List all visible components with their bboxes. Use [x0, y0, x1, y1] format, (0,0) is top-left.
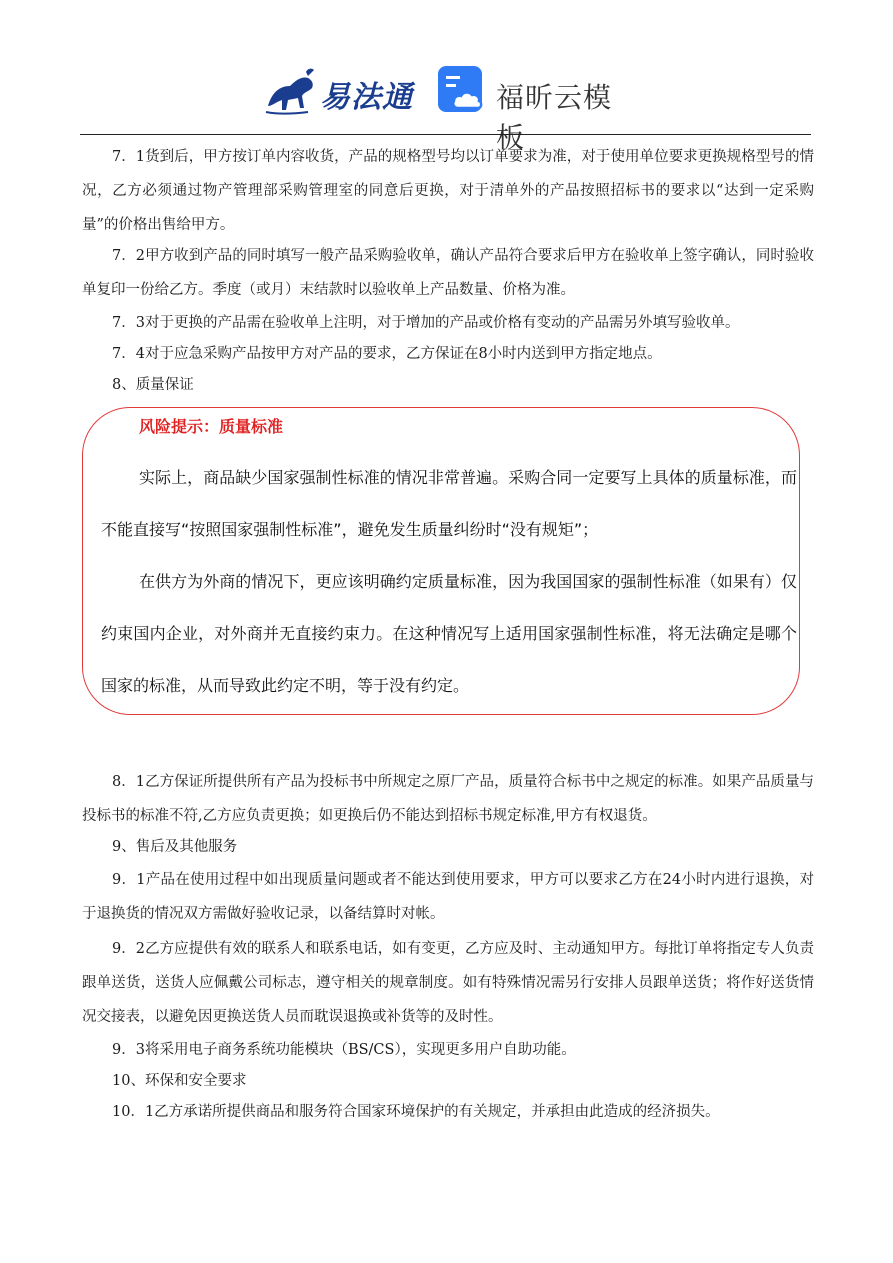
clause-8-1: 8．1乙方保证所提供所有产品为投标书中所规定之原厂产品，质量符合标书中之规定的标准。如果产品质量与投标书的标准不符,乙方应负责更换；如更换后仍不能达到招标书规定标准,甲方有权退货。 [82, 774, 814, 824]
section-10-heading: 10、环保和安全要求 [112, 1073, 247, 1089]
clause-10-1: 10．1乙方承诺所提供商品和服务符合国家环境保护的有关规定，并承担由此造成的经济损失。 [112, 1104, 720, 1120]
yifatong-logo [262, 62, 422, 120]
risk-tip-paragraph: 在供方为外商的情况下，更应该明确约定质量标准，因为我国国家的强制性标准（如果有）仅约束国内企业，对外商并无直接约束力。在这种情况写上适用国家强制性标准，将无法确定是哪个国家的标准，从而导致此约定不明，等于没有约定。 [101, 572, 797, 695]
page-header [0, 58, 893, 154]
section-9-heading: 9、售后及其他服务 [112, 839, 238, 855]
risk-tip-box [82, 407, 800, 715]
risk-tip-paragraph: 实际上，商品缺少国家强制性标准的情况非常普遍。采购合同一定要写上具体的质量标准，而不能直接写“按照国家强制性标准”，避免发生质量纠纷时“没有规矩”； [101, 468, 797, 539]
clause-9-2: 9．2乙方应提供有效的联系人和联系电话，如有变更，乙方应及时、主动通知甲方。每批订单将指定专人负责跟单送货，送货人应佩戴公司标志，遵守相关的规章制度。如有特殊情况需另行安排人员跟单送货；将作好送货情况交接表，以避免因更换送货人员而耽误退换或补货等的及时性。 [82, 941, 814, 1025]
risk-tip-title: 风险提示：质量标准 [139, 417, 284, 436]
cloud-doc-icon [436, 64, 488, 116]
clause-9-3: 9．3将采用电子商务系统功能模块（BS/CS），实现更多用户自助功能。 [112, 1042, 576, 1058]
clause-7-2: 7．2甲方收到产品的同时填写一般产品采购验收单，确认产品符合要求后甲方在验收单上签字确认，同时验收单复印一份给乙方。季度（或月）末结款时以验收单上产品数量、价格为准。 [82, 248, 814, 298]
logo-right-text: 福昕云模板 [496, 81, 613, 154]
section-8-heading: 8、质量保证 [112, 377, 194, 393]
logo-left-text: 易法通 [320, 80, 413, 115]
fuxin-logo [436, 64, 636, 154]
qilin-icon [262, 62, 320, 120]
clause-9-1: 9．1产品在使用过程中如出现质量问题或者不能达到使用要求，甲方可以要求乙方在24小时内进行退换，对于退换货的情况双方需做好验收记录，以备结算时对帐。 [82, 872, 814, 922]
header-divider [80, 134, 811, 135]
clause-7-4: 7．4对于应急采购产品按甲方对产品的要求，乙方保证在8小时内送到甲方指定地点。 [112, 346, 662, 362]
clause-7-3: 7．3对于更换的产品需在验收单上注明，对于增加的产品或价格有变动的产品需另外填写验收单。 [112, 315, 740, 331]
clause-7-1: 7．1货到后，甲方按订单内容收货，产品的规格型号均以订单要求为准，对于使用单位要求更换规格型号的情况，乙方必须通过物产管理部采购管理室的同意后更换，对于清单外的产品按照招标书的要求以“达到一定采购量”的价格出售给甲方。 [82, 149, 814, 233]
